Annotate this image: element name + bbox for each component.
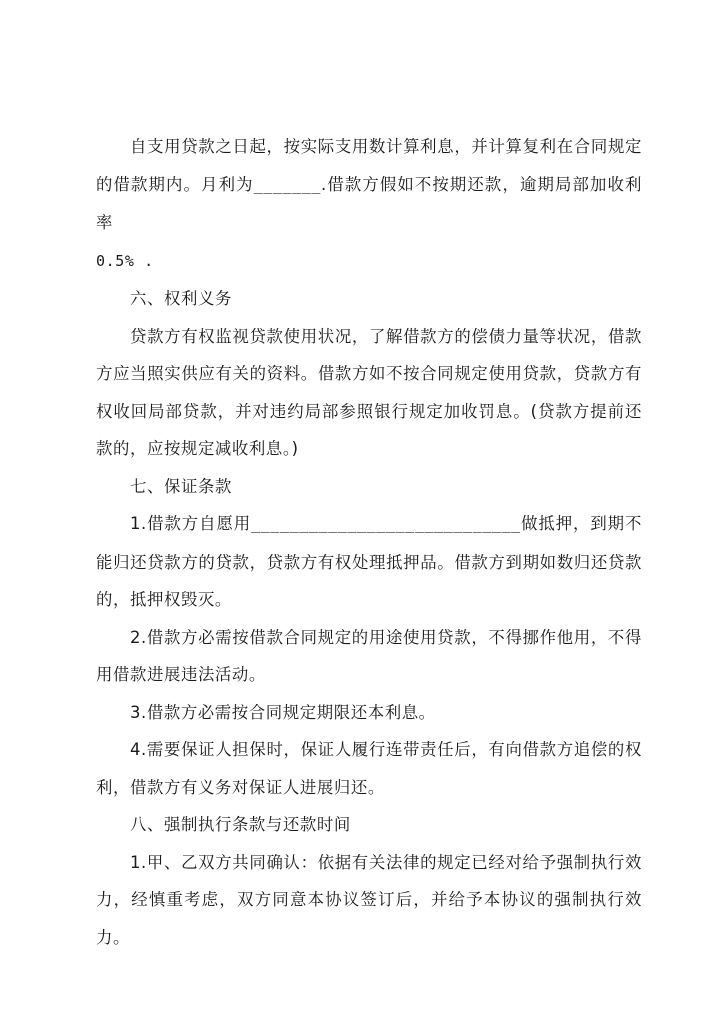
section-heading-6: 六、权利义务	[130, 289, 232, 308]
guarantee-clause-2: 2.借款方必需按借款合同规定的用途使用贷款，不得挪作他用，不得用借款进展违法活动。	[96, 627, 642, 684]
enforcement-clause-1: 1.甲、乙双方共同确认：依据有关法律的规定已经对给予强制执行效力，经慎重考虑，双方同意本协议签订后，并给予本协议的强制执行效力。	[96, 852, 642, 947]
guarantee-clause-4: 4.需要保证人担保时，保证人履行连带责任后，有向借款方追偿的权利，借款方有义务对保证人进展归还。	[96, 740, 642, 797]
clause-1-end: 做抵押，到期不能归还贷款方的贷款，贷款方有权处理抵押品。借款方到期如数归还贷款的，抵押权毁灭。	[96, 514, 642, 609]
monthly-rate-blank: _______	[253, 175, 322, 194]
section-heading-8: 八、强制执行条款与还款时间	[130, 815, 351, 834]
interest-text-start: 自支用贷款之日起，按实际支用数计算利息，并计算复利在合同规定的借款期内。月利为	[96, 137, 642, 194]
interest-paragraph	[96, 128, 642, 280]
document-body	[96, 128, 642, 956]
clause-1-start: 1.借款方自愿用	[130, 514, 252, 533]
interest-text-middle: .借款方假如不按期还款，逾期局部加收利率	[96, 174, 642, 232]
section-heading-7: 七、保证条款	[130, 476, 232, 496]
guarantee-clause-1	[96, 505, 642, 619]
interest-rate-value: 0.5% .	[96, 251, 154, 270]
collateral-blank: ____________________________	[251, 515, 521, 533]
rights-duties-paragraph: 贷款方有权监视贷款使用状况，了解借款方的偿债力量等状况，借款方应当照实供应有关的资料。借款方如不按合同规定使用贷款，贷款方有权收回局部贷款，并对违约局部参照银行规定加收罚息。(贷款方提前还款的，应按规定减收利息。)	[96, 326, 642, 458]
guarantee-clause-3: 3.借款方必需按合同规定期限还本利息。	[130, 702, 436, 722]
